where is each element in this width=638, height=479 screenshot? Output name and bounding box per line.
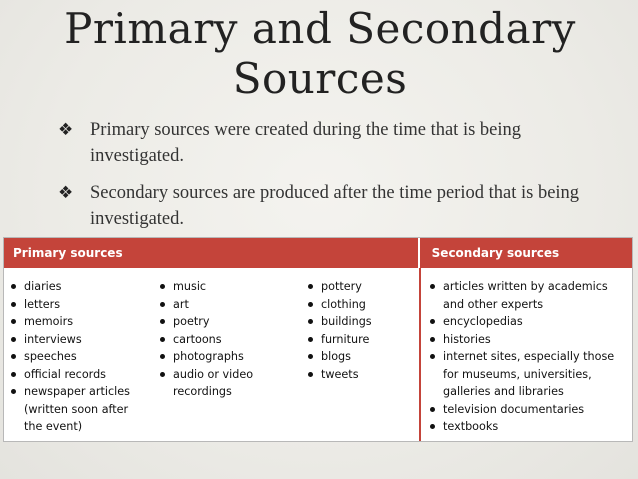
bullet-list bbox=[56, 117, 616, 243]
slide-title: Primary and Secondary Sources bbox=[64, 4, 576, 103]
list-item: interviews bbox=[9, 331, 149, 349]
list-item: music bbox=[158, 278, 298, 296]
diamond-bullet-icon: ❖ bbox=[58, 183, 74, 203]
list-item: art bbox=[158, 296, 298, 314]
list-item: audio or video recordings bbox=[158, 366, 298, 401]
bullet-text: Secondary sources are produced after the time period that is being investigated. bbox=[90, 183, 580, 229]
list-item: textbooks bbox=[428, 418, 630, 436]
list-item: newspaper articles (written soon after the event) bbox=[9, 383, 149, 436]
list-item: clothing bbox=[306, 296, 416, 314]
list-item: memoirs bbox=[9, 313, 149, 331]
list-item: pottery bbox=[306, 278, 416, 296]
list-item: blogs bbox=[306, 348, 416, 366]
list-item: furniture bbox=[306, 331, 416, 349]
list-item: histories bbox=[428, 331, 630, 349]
bullet-item bbox=[56, 117, 616, 169]
list-item: tweets bbox=[306, 366, 416, 384]
bullet-item bbox=[56, 180, 616, 232]
column-divider bbox=[419, 268, 421, 441]
sources-table bbox=[3, 237, 633, 442]
list-item: encyclopedias bbox=[428, 313, 630, 331]
table-header bbox=[4, 238, 632, 268]
list-item: poetry bbox=[158, 313, 298, 331]
primary-column-1 bbox=[9, 278, 149, 436]
bullet-text: Primary sources were created during the time that is being investigated. bbox=[90, 120, 522, 166]
diamond-bullet-icon: ❖ bbox=[58, 120, 74, 140]
list-item: internet sites, especially those for museums, universities, galleries and libraries bbox=[428, 348, 630, 401]
list-item: official records bbox=[9, 366, 149, 384]
list-item: buildings bbox=[306, 313, 416, 331]
list-item: articles written by academics and other experts bbox=[428, 278, 630, 313]
primary-column-2 bbox=[158, 278, 298, 401]
secondary-sources-header: Secondary sources bbox=[420, 238, 632, 268]
list-item: letters bbox=[9, 296, 149, 314]
list-item: cartoons bbox=[158, 331, 298, 349]
list-item: speeches bbox=[9, 348, 149, 366]
list-item: television documentaries bbox=[428, 401, 630, 419]
primary-column-3 bbox=[306, 278, 416, 383]
primary-sources-header: Primary sources bbox=[4, 238, 418, 268]
list-item: photographs bbox=[158, 348, 298, 366]
secondary-column bbox=[428, 278, 630, 436]
list-item: diaries bbox=[9, 278, 149, 296]
